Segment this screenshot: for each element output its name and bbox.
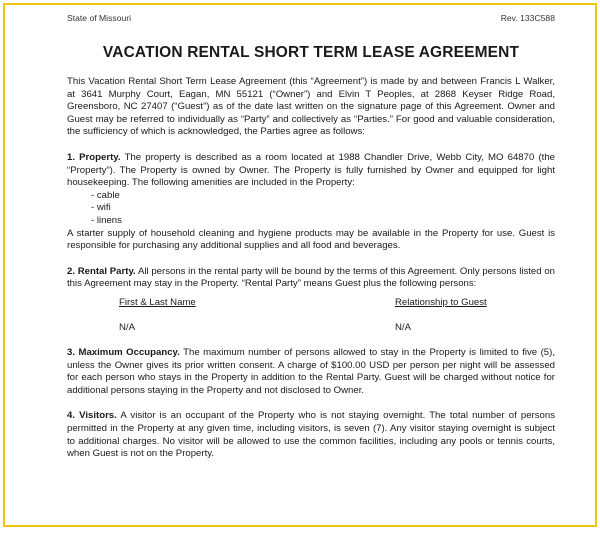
section-max-occupancy	[67, 347, 555, 397]
rental-party-text: All persons in the rental party will be bound by the terms of this Agreement. Only persons listed on this Agreement may stay in the Property. “Rental Party” means Guest plus the following persons:	[67, 265, 555, 290]
visitors-heading: 4. Visitors.	[67, 410, 117, 422]
visitors-paragraph	[67, 410, 555, 460]
rental-party-heading: 2. Rental Party.	[67, 265, 136, 277]
max-occupancy-heading: 3. Maximum Occupancy.	[67, 347, 180, 359]
amenity-item: - linens	[91, 215, 555, 228]
relationship-value: N/A	[395, 321, 411, 333]
state-label: State of Missouri	[67, 13, 131, 23]
relationship-column-header: Relationship to Guest	[395, 296, 487, 308]
intro-paragraph: This Vacation Rental Short Term Lease Agreement (this “Agreement”) is made by and between Francis L Walker, at 3641 Murphy Court, Eagan, MN 55121 (“Owner”) and Elvin T Peoples, at 2868 Keyser Ridge Road, Greensboro, NC 27407 (“Guest”) as of the date last written on the signature page of this Agreement. Owner and Guest may be referred to individually as “Party” and collectively as “Parties.” For good and valuable consideration, the sufficiency of which is acknowledged, the Parties agree as follows:	[67, 76, 555, 138]
section-visitors	[67, 410, 555, 460]
max-occupancy-paragraph	[67, 347, 555, 397]
document-frame	[3, 3, 597, 527]
amenity-item: - wifi	[91, 202, 555, 215]
document-header	[67, 13, 555, 23]
rental-party-paragraph	[67, 266, 555, 291]
section-property	[67, 152, 555, 253]
visitors-text: A visitor is an occupant of the Property who is not staying overnight. The total number of persons permitted in the Property at any given time, including visitors, is seven (7). Any visitor staying overnight is subject to additional charges. No visitor will be allowed to use the common facilities, including any pools or tennis courts, when Guest is not on the Property.	[67, 410, 555, 460]
name-value: N/A	[119, 321, 135, 333]
supplies-paragraph: A starter supply of household cleaning and hygiene products may be available in the Property for use. Guest is responsible for purchasing any additional supplies and all food and beverages.	[67, 227, 555, 252]
rental-party-table	[67, 297, 555, 334]
max-occupancy-text: The maximum number of persons allowed to stay in the Property is limited to five (5), unless the Owner gives its prior written consent. A charge of $100.00 USD per person per night will be assessed for each person who stays in the Property in addition to the Rental Party. Guest will be charged without notice for additional persons staying in the Property and not disclosed to Owner.	[67, 347, 555, 396]
document-title: VACATION RENTAL SHORT TERM LEASE AGREEMENT	[102, 44, 520, 61]
property-heading: 1. Property.	[67, 151, 121, 163]
section-rental-party	[67, 266, 555, 334]
property-paragraph	[67, 152, 555, 190]
relationship-column	[395, 297, 535, 334]
lease-document	[67, 13, 555, 461]
amenities-list	[67, 190, 555, 228]
name-column-header: First & Last Name	[119, 296, 196, 308]
property-text: The property is described as a room located at 1988 Chandler Drive, Webb City, MO 64870 (the “Property”). The Property is owned by Owner. The Property is fully furnished by Owner and equipped for light housekeeping. The following amenities are included in the Property:	[67, 151, 555, 189]
amenity-item: - cable	[91, 190, 555, 203]
revision-label: Rev. 133C588	[500, 13, 555, 23]
name-column	[119, 297, 395, 334]
